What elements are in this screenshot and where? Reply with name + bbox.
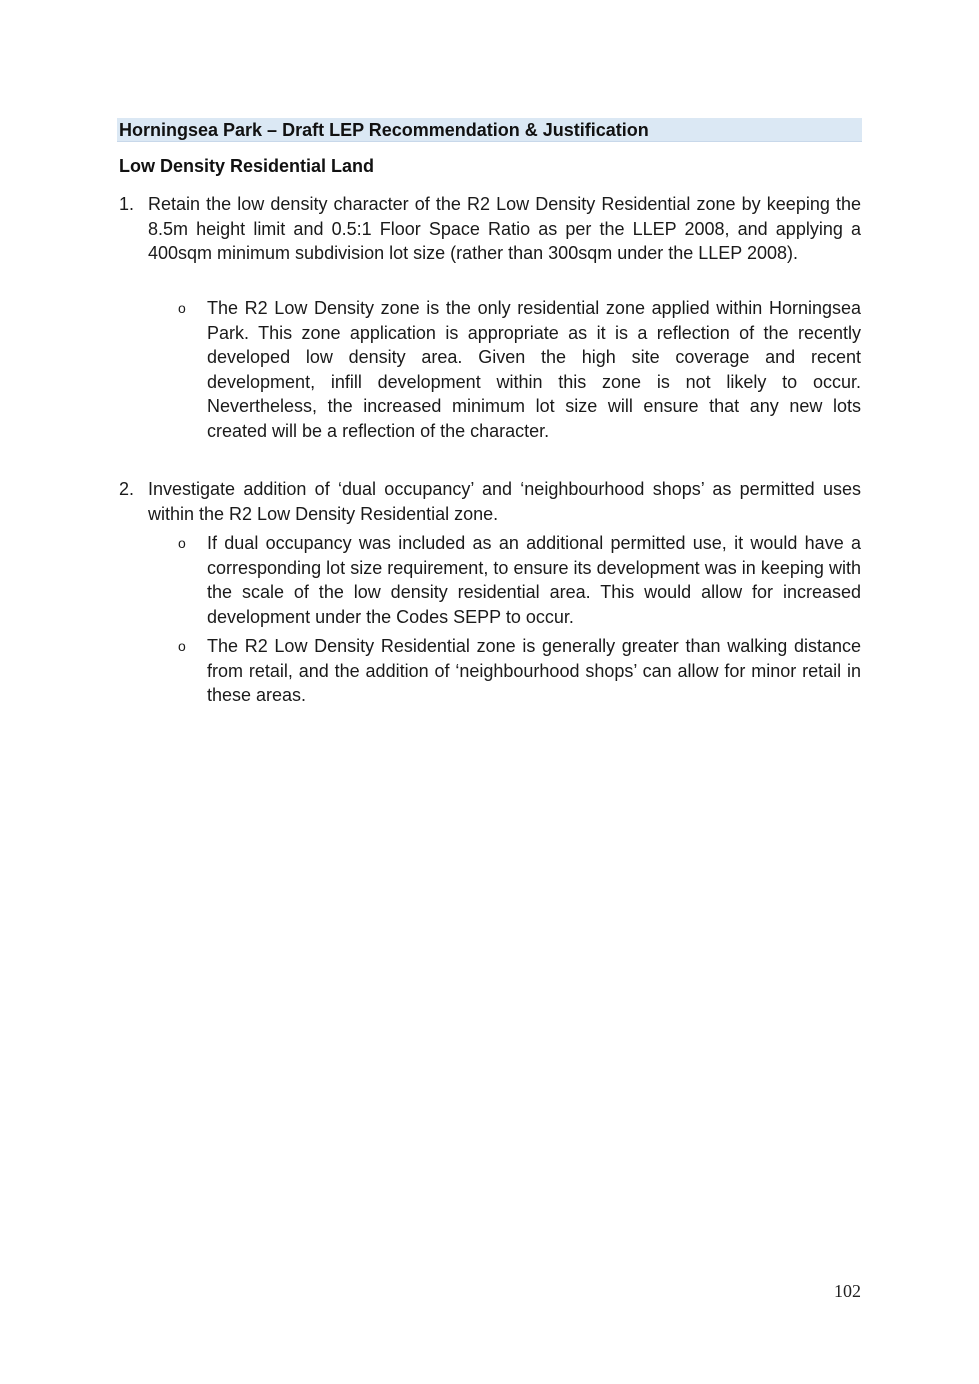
item-text: Retain the low density character of the R2 Low Density Residential zone by keeping the 8.5m height limit and 0.5:1 Floor Space Ratio as per the LLEP 2008, and applying a 400sqm minimum subdivision lot size (rather than 300sqm under the LLEP 2008). (148, 194, 861, 263)
bullet-text: If dual occupancy was included as an additional permitted use, it would have a corresponding lot size requirement, to ensure its development was in keeping with the scale of the low density residential area. This would allow for increased development under the Codes SEPP to occur. (207, 533, 861, 627)
numbered-item-1 (119, 192, 861, 266)
bullet-icon: o (178, 300, 186, 316)
bullet-icon: o (178, 535, 186, 551)
section-heading: Horningsea Park – Draft LEP Recommendation & Justification (117, 118, 862, 142)
bullet-item-1-1 (178, 296, 861, 443)
page-number: 102 (834, 1281, 861, 1301)
bullet-item-2-2 (178, 634, 861, 708)
item-text: Investigate addition of ‘dual occupancy’ and ‘neighbourhood shops’ as permitted uses within the R2 Low Density Residential zone. (148, 479, 861, 524)
numbered-item-2 (119, 477, 861, 526)
item-number: 1. (119, 194, 135, 214)
bullet-item-2-1 (178, 531, 861, 629)
item-number: 2. (119, 479, 135, 499)
bullet-text: The R2 Low Density Residential zone is generally greater than walking distance from retail, and the addition of ‘neighbourhood shops’ can allow for minor retail in these areas. (207, 636, 861, 705)
bullet-text: The R2 Low Density zone is the only residential zone applied within Horningsea Park. This zone application is appropriate as it is a reflection of the recently developed low density area. Given the high site coverage and recent development, infill development within this zone is not likely to occur. Nevertheless, the increased minimum lot size will ensure that any new lots created will be a reflection of the character. (207, 298, 861, 441)
subheading: Low Density Residential Land (119, 156, 375, 176)
bullet-icon: o (178, 638, 186, 654)
